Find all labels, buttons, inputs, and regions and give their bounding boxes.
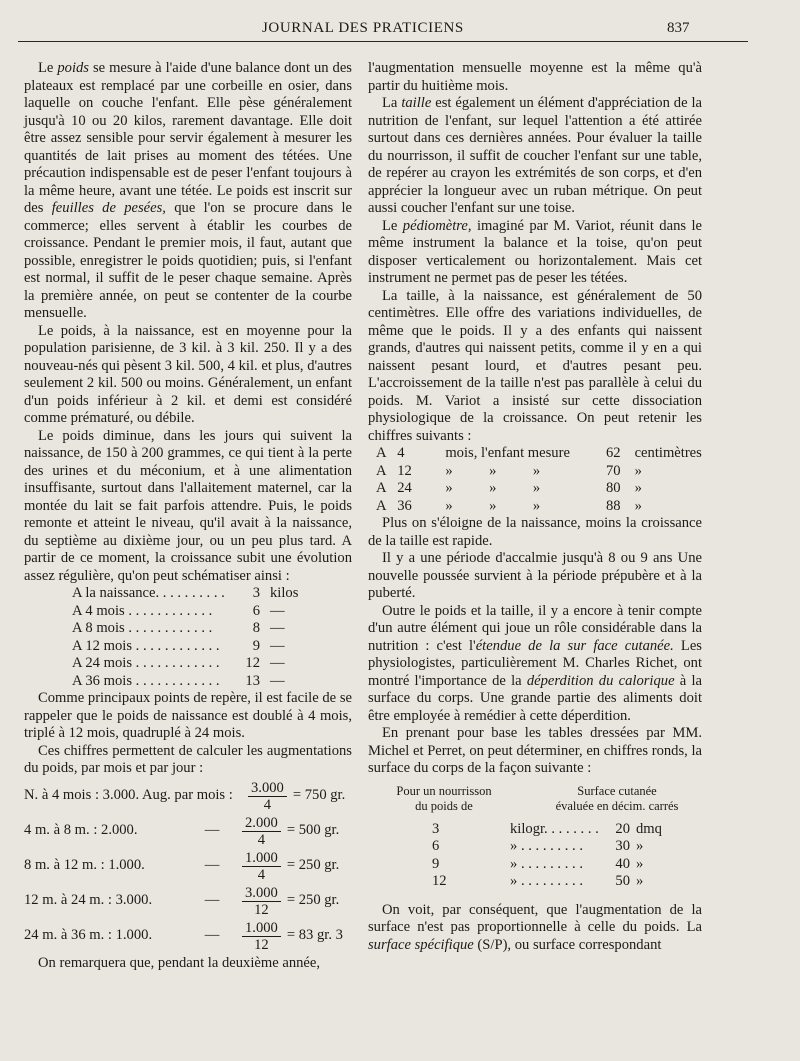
italic-term: surface spécifique (368, 936, 474, 953)
paragraph-michel-perret: En prenant pour base les tables dressées par MM. Michel et Perret, on peut déterminer, en chiffres ronds, la surface du corps de la façon suivante : (368, 725, 702, 776)
paragraph-specific-surface: On voit, par conséquent, que l'augmentation de la surface n'est pas proportionnelle à celle du poids. La surface spécifique (S/P), ou surface correspondant (368, 901, 702, 953)
right-column (368, 60, 702, 954)
table-row: A la naissance. . . . . . . . . . 3 kilos (72, 585, 299, 601)
page-header (0, 0, 800, 40)
table-row: A 12 » » » 70 » (376, 462, 642, 479)
italic-term: pédiomètre, (402, 217, 472, 234)
fraction-row: 8 m. à 12 m. : 1.000. — $\frac{1.000}{4}$ = 250 gr. (24, 849, 340, 883)
table-row: A 4 mois . . . . . . . . . . . . 6 — (72, 602, 285, 619)
fraction-row: 4 m. à 8 m. : 2.000. — $\frac{2.000}{4}$ = 500 gr. (24, 814, 340, 848)
table-row: A 36 mois . . . . . . . . . . . . 13 — (72, 672, 285, 689)
fraction-row: 24 m. à 36 m. : 1.000. — $\frac{1.000}{12}$ = 83 gr. 3 (24, 919, 343, 953)
paragraph-growth-slows: Plus on s'éloigne de la naissance, moins la croissance de la taille est rapide. (368, 515, 702, 549)
paragraph-second-year: On remarquera que, pendant la deuxième année, (38, 954, 321, 971)
table-row: A 8 mois . . . . . . . . . . . . 8 — (72, 620, 285, 636)
table-row: A 4 mois, l'enfant mesure 62 centimètres (376, 445, 702, 461)
italic-term: déperdition du calorique (526, 672, 675, 689)
table-row: A 36 » » » 88 » (376, 497, 642, 514)
left-column (24, 60, 352, 972)
fraction: $\frac{3.000}{4}$ (248, 780, 287, 813)
paragraph-birth-height: La taille, à la naissance, est généralement de 50 centimètres. Elle offre des variations individuelles, de même que le poids. Il y a des enfants qui naissent grands, d'autres qui naissent petits, comme il y en a qui naissent pesant lourd, et d'autres pesant peu. L'accroissement de la taille n'est pas parallèle à celui du poids. M. Variot a insisté sur cette dissociation physiologique de la croissance. On peut retenir les chiffres suivants : (368, 287, 702, 444)
paragraph-pediometre: Le pédiomètre, imaginé par M. Variot, réunit dans le même instrument la balance et la toise, qu'on peut disposer verticalement ou horizontalement. Mais cet instrument ne permet pas de peser les tétées. (368, 217, 702, 286)
surface-table (368, 784, 702, 902)
paragraph-weight-decrease: Le poids diminue, dans les jours qui suivent la naissance, de 150 à 200 grammes, ce qui tient à la perte des urines et du méconium, et à une alimentation insuffisante, surtout dans l'allaitement maternel, car la montée du lait se fait parfois attendre. Puis, le poids remonte et atteint le niveau, qu'il avait à la naissance, du septième au dixième jour, ou un peu plus tard. A partir de ce moment, la croissance subit une évolution assez régulière, qu'on peut schématiser ainsi : (24, 427, 352, 584)
paragraph-calc-intro: Ces chiffres permettent de calculer les augmentations du poids, par mois et par jour : (24, 742, 352, 776)
paragraph-birth-weight: Le poids, à la naissance, est en moyenne pour la population parisienne, de 3 kil. à 3 kil. 250. Il y a des nouveau-nés qui pèsent 3 kil. 500, 4 kil. et plus, d'autres seulement 2 kil. 500 ou moins. Généralement, un enfant d'un poids inférieur à 2 kil. et demi est considéré comme prématuré, ou débile. (24, 322, 352, 426)
table-row: A 24 » » » 80 » (376, 480, 642, 496)
italic-term: feuilles de pesées, (51, 200, 166, 216)
fraction-row: N. à 4 mois : 3.000. Aug. par mois : $\frac{3.000}{4}$ = 750 gr. (24, 779, 346, 813)
fraction-row: 12 m. à 24 m. : 3.000. — $\frac{3.000}{12}$ = 250 gr. (24, 884, 340, 918)
table-row: 6 » . . . . . . . . . 30 » (432, 838, 644, 854)
paragraph-reference-points: Comme principaux points de repère, il est facile de se rappeler que le poids de naissance est doublé à 4 mois, triplé à 12 mois, quadruplé à 24 mois. (24, 690, 352, 741)
page-number: 837 (667, 20, 690, 36)
table-row: A 12 mois . . . . . . . . . . . . 9 — (72, 637, 285, 654)
fraction: $\frac{1.000}{12}$ (242, 920, 281, 953)
paragraph-poids-measure: Le poids se mesure à l'aide d'une balance dont un des plateaux est remplacé par une corbeille en osier, dans laquelle on couche l'enfant. Elle pèse généralement jusqu'à 10 ou 20 kilos, rarement davantage. Elle doit être assez sensible pour servir également à mesurer les quantités de lait prises au moment des tétées. Une précaution indispensable est de peser l'enfant toujours à la même heure, avant une tétée. Le poids est inscrit sur des feuilles de pesées, que l'on se procure dans le commerce; elles servent à établir les courbes de croissance. Pendant le premier mois, il faut, autant que possible, enregistrer le poids quotidien; puis, si l'enfant est normal, il suffit de le peser chaque semaine. Après la première année, on peut se contenter de la courbe mensuelle. (24, 60, 352, 321)
italic-term: étendue de la sur face cutanée. (475, 637, 674, 654)
table-row: 3 kilogr. . . . . . . . 20 dmq (432, 820, 662, 837)
fraction: $\frac{2.000}{4}$ (242, 815, 281, 848)
weight-gain-fractions (24, 780, 352, 953)
italic-term: taille (401, 95, 432, 111)
table-row: 9 » . . . . . . . . . 40 » (432, 855, 644, 872)
paragraph-monthly-increase: l'augmentation mensuelle moyenne est la même qu'à partir du huitième mois. (368, 60, 702, 94)
header-rule (18, 41, 748, 42)
paragraph-taille: La taille est également un élément d'appréciation de la nutrition de l'enfant, sur lequel l'attention a été attirée surtout dans ces dernières années. Pour évaluer la taille du nourrisson, il suffit de coucher l'enfant sur une table, de repérer au crayon les extrémités de son corps, et d'en apprécier la longueur avec un ruban métrique. On peut aussi coucher l'enfant sur une toise. (368, 95, 702, 216)
journal-title: JOURNAL DES PRATICIENS (262, 20, 464, 36)
table-row: 12 » . . . . . . . . . 50 » (432, 873, 644, 889)
paragraph-accalmie: Il y a une période d'accalmie jusqu'à 8 ou 9 ans Une nouvelle poussée survient à la période prépubère et à la puberté. (368, 550, 702, 601)
fraction: $\frac{1.000}{4}$ (242, 850, 281, 883)
paragraph-surface: Outre le poids et la taille, il y a encore à tenir compte d'un autre élément qui joue un rôle considérable dans la nutrition : c'est l'étendue de la sur face cutanée. Les physiologistes, particulièrement M. Charles Richet, ont montré l'importance de la déperdition du calorique à la surface du corps. Une grande partie des aliments doit être employée à remédier à cette déperdition. (368, 602, 702, 724)
italic-term: poids (57, 60, 89, 76)
weight-table (72, 585, 352, 690)
height-table (368, 445, 702, 515)
table-row: A 24 mois . . . . . . . . . . . . 12 — (72, 655, 285, 671)
surface-table-header: Pour un nourrisson du poids de Surface cutanée évaluée en décim. carrés (396, 783, 679, 813)
fraction: $\frac{3.000}{12}$ (242, 885, 281, 918)
